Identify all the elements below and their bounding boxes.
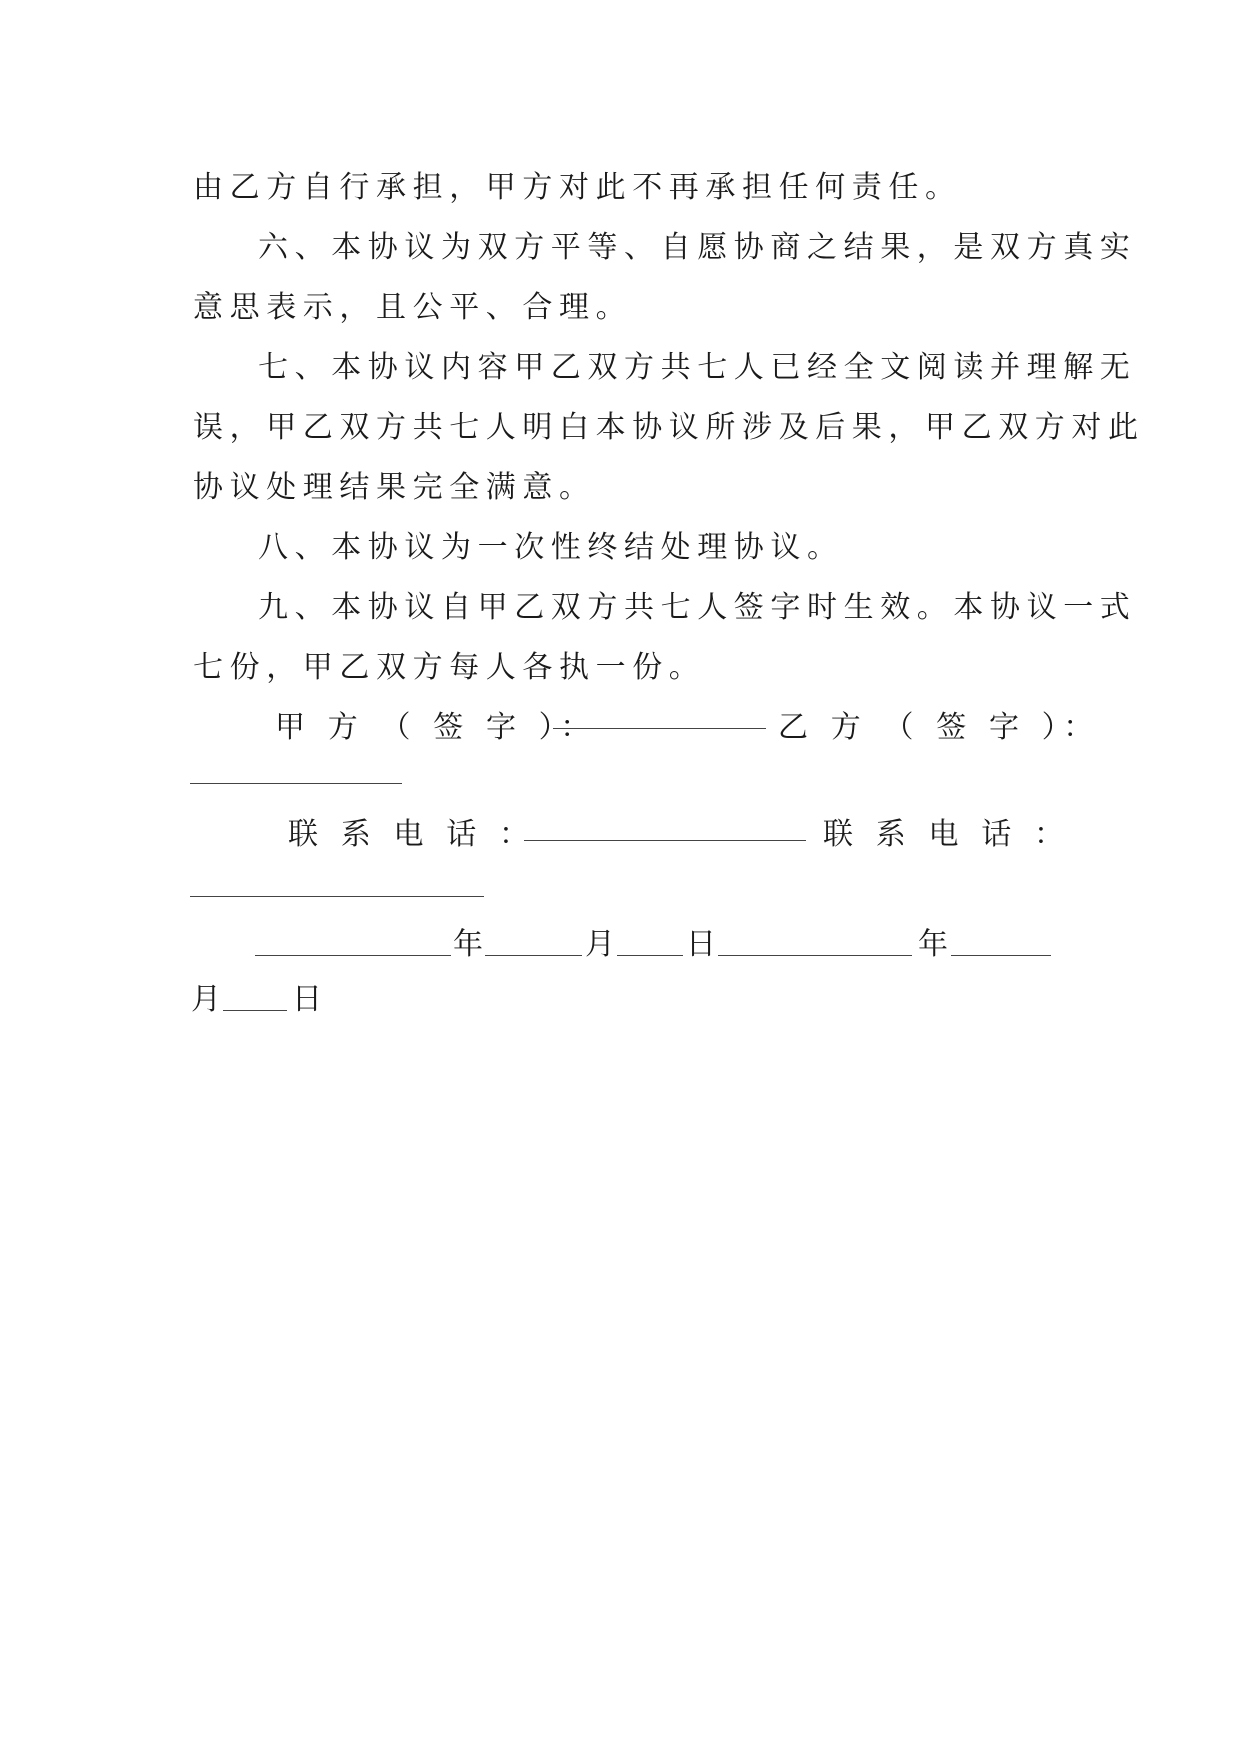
clause-8-line-1: 八、本协议为一次性终结处理协议。	[258, 530, 844, 565]
party-a-phone-blank[interactable]	[524, 840, 806, 841]
clause-9-line-2: 七份，甲乙双方每人各执一份。	[193, 650, 706, 685]
clause-7-line-2: 误，甲乙双方共七人明白本协议所涉及后果，甲乙双方对此	[193, 410, 1145, 445]
party-a-year-label: 年	[453, 927, 490, 962]
party-a-month-blank[interactable]	[485, 955, 582, 956]
party-a-month-label: 月	[585, 927, 622, 962]
paragraph-line-1: 由乙方自行承担，甲方对此不再承担任何责任。	[193, 170, 962, 205]
clause-6-line-2: 意思表示，且公平、合理。	[193, 290, 633, 325]
party-a-day-label: 日	[686, 927, 723, 962]
party-a-signature-blank[interactable]	[553, 728, 766, 729]
party-a-day-blank[interactable]	[617, 955, 683, 956]
party-b-year-label: 年	[918, 927, 955, 962]
party-b-phone-label: 联 系 电 话 ：	[823, 817, 1071, 852]
party-a-year-blank[interactable]	[255, 955, 451, 956]
clause-6-line-1: 六、本协议为双方平等、自愿协商之结果，是双方真实	[258, 230, 1137, 265]
party-b-phone-blank[interactable]	[190, 896, 484, 897]
party-a-phone-label: 联 系 电 话 ：	[288, 817, 536, 852]
party-a-signature-label: 甲 方 （ 签 字 ）：	[275, 710, 597, 745]
party-b-month-blank[interactable]	[951, 955, 1051, 956]
clause-7-line-1: 七、本协议内容甲乙双方共七人已经全文阅读并理解无	[258, 350, 1137, 385]
party-b-signature-blank[interactable]	[190, 783, 402, 784]
clause-7-line-3: 协议处理结果完全满意。	[193, 470, 596, 505]
party-b-day-blank[interactable]	[223, 1010, 287, 1011]
party-b-day-label: 日	[292, 982, 329, 1017]
clause-9-line-1: 九、本协议自甲乙双方共七人签字时生效。本协议一式	[258, 590, 1137, 625]
party-b-month-label: 月	[191, 982, 228, 1017]
party-b-year-blank[interactable]	[718, 955, 912, 956]
party-b-signature-label: 乙 方 （ 签 字 ）：	[778, 710, 1100, 745]
